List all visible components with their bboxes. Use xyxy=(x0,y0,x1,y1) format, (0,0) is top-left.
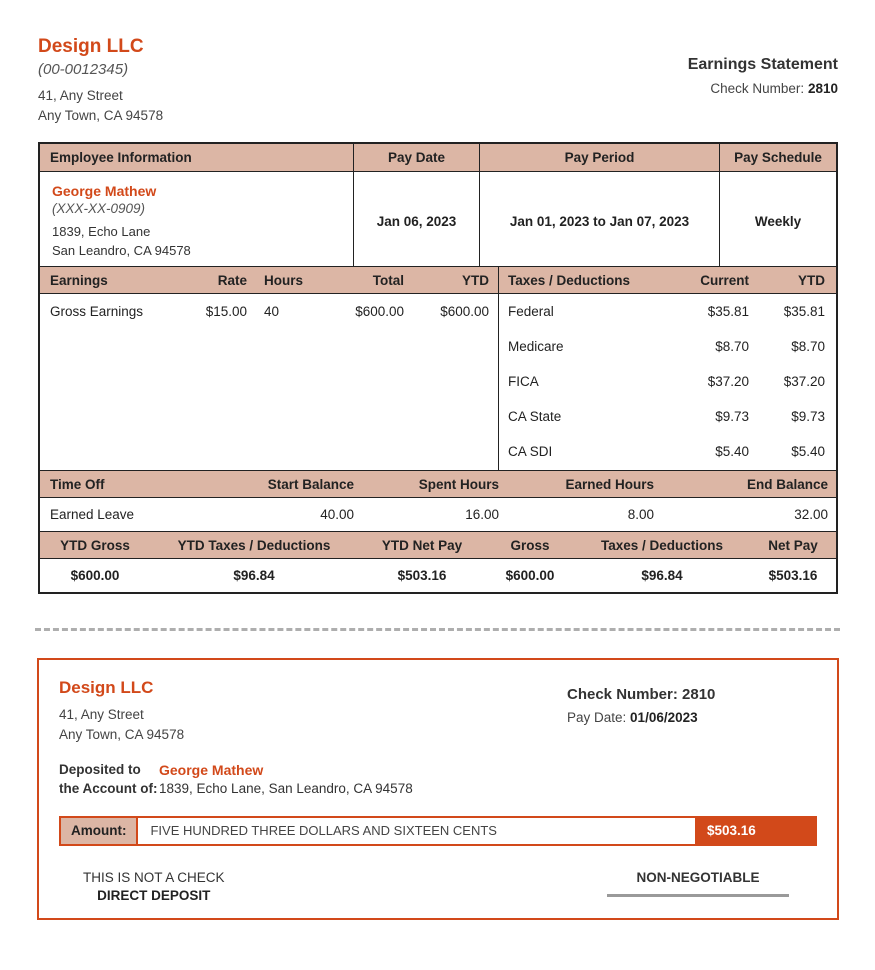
gross-value: $600.00 xyxy=(505,568,555,583)
tax-ytd: $5.40 xyxy=(791,444,825,459)
earned-hours-header: Earned Hours xyxy=(565,476,654,492)
payee-name: George Mathew xyxy=(159,761,264,778)
tax-current: $37.20 xyxy=(707,374,749,389)
earnings-header-row xyxy=(40,266,498,294)
ytd-netpay-header: YTD Net Pay xyxy=(381,537,463,553)
non-negotiable-label: NON-NEGOTIABLE xyxy=(607,870,789,897)
tax-row xyxy=(499,329,836,364)
employee-information-header: Employee Information xyxy=(40,144,354,171)
spent-hours-header: Spent Hours xyxy=(418,476,499,492)
tax-name: Federal xyxy=(508,304,554,319)
earnings-rate: $15.00 xyxy=(205,304,247,319)
employee-address-line1: 1839, Echo Lane xyxy=(52,224,151,239)
gross-header: Gross xyxy=(510,537,550,553)
tax-row xyxy=(499,294,836,329)
check-number-line xyxy=(688,81,838,96)
amount-label: Amount: xyxy=(61,818,138,844)
pay-schedule-value: Weekly xyxy=(754,214,802,230)
tax-ytd: $37.20 xyxy=(783,374,825,389)
company-address-line2: Any Town, CA 94578 xyxy=(38,108,164,124)
tax-row xyxy=(499,364,836,399)
check-company-block xyxy=(59,678,184,746)
taxes-current-header: Current xyxy=(700,272,749,288)
check-number-line xyxy=(567,686,817,703)
check-bottom-row xyxy=(59,870,817,903)
summary-values-row xyxy=(40,559,836,592)
check-pay-date-line xyxy=(567,710,817,725)
pay-period-header: Pay Period xyxy=(480,144,720,171)
taxes-body xyxy=(499,294,836,470)
tax-current: $9.73 xyxy=(715,409,749,424)
ytd-netpay-value: $503.16 xyxy=(397,568,447,583)
disclaimer-line2: DIRECT DEPOSIT xyxy=(97,887,211,903)
pay-date-label: Pay Date: xyxy=(567,710,627,725)
earnings-row xyxy=(40,294,498,329)
tax-current: $35.81 xyxy=(707,304,749,319)
check-top-row xyxy=(59,678,817,746)
hours-header: Hours xyxy=(264,272,304,288)
timeoff-start: 40.00 xyxy=(320,507,354,522)
tax-name: Medicare xyxy=(508,339,564,354)
summary-header-row xyxy=(40,531,836,559)
tax-name: FICA xyxy=(508,374,539,389)
timeoff-row xyxy=(40,498,836,531)
earnings-taxes-section xyxy=(40,266,836,470)
tax-current: $5.40 xyxy=(715,444,749,459)
employee-info-body-row xyxy=(40,172,836,266)
earnings-panel xyxy=(40,266,499,470)
deposited-label-line2: the Account of: xyxy=(59,780,158,796)
timeoff-header-row xyxy=(40,470,836,498)
start-balance-header: Start Balance xyxy=(267,476,354,492)
timeoff-spent: 16.00 xyxy=(465,507,499,522)
dashed-divider xyxy=(35,628,840,631)
tax-ytd: $35.81 xyxy=(783,304,825,319)
employee-name: George Mathew xyxy=(52,183,157,199)
employee-address-line2: San Leandro, CA 94578 xyxy=(52,242,191,258)
timeoff-end: 32.00 xyxy=(794,507,828,522)
check-company-address-line2: Any Town, CA 94578 xyxy=(59,727,185,743)
employee-info-cell xyxy=(40,172,354,272)
taxes-header-row xyxy=(499,266,836,294)
check-info-block xyxy=(567,678,817,746)
total-header: Total xyxy=(372,272,404,288)
tax-name: CA SDI xyxy=(508,444,553,459)
disclaimer-line1: THIS IS NOT A CHECK xyxy=(83,869,225,885)
earnings-body xyxy=(40,294,498,470)
rate-header: Rate xyxy=(217,272,247,288)
check-number-value: 2810 xyxy=(807,81,838,96)
employee-info-header-row xyxy=(40,144,836,172)
tax-current: $8.70 xyxy=(715,339,749,354)
taxes-ytd-header: YTD xyxy=(798,272,825,288)
tax-row xyxy=(499,399,836,434)
amount-value: $503.16 xyxy=(695,818,815,844)
earnings-total: $600.00 xyxy=(355,304,404,319)
company-address-line1: 41, Any Street xyxy=(38,88,123,103)
check-company-name: Design LLC xyxy=(59,678,154,697)
disclaimer-block xyxy=(83,870,225,903)
tax-ytd: $8.70 xyxy=(791,339,825,354)
tax-row xyxy=(499,434,836,469)
deposited-label-line1: Deposited to xyxy=(59,761,141,777)
check-voucher xyxy=(37,658,839,920)
taxes-value: $96.84 xyxy=(641,568,683,583)
pay-date-value: Jan 06, 2023 xyxy=(354,172,480,272)
company-block xyxy=(38,36,163,127)
earnings-header: Earnings xyxy=(50,272,108,288)
pay-period-value: Jan 01, 2023 to Jan 07, 2023 xyxy=(480,172,720,272)
amount-row xyxy=(59,816,817,846)
pay-date-header: Pay Date xyxy=(354,144,480,171)
amount-in-words: FIVE HUNDRED THREE DOLLARS AND SIXTEEN CENTS xyxy=(150,823,497,838)
ytd-taxes-value: $96.84 xyxy=(233,568,275,583)
timeoff-earned: 8.00 xyxy=(627,507,654,522)
statement-title: Earnings Statement xyxy=(687,56,838,73)
earnings-hours: 40 xyxy=(264,304,280,319)
tax-ytd: $9.73 xyxy=(791,409,825,424)
deposited-block xyxy=(59,762,817,796)
taxes-header: Taxes / Deductions xyxy=(600,537,724,553)
statement-header xyxy=(38,36,838,127)
check-number-value: 2810 xyxy=(682,686,716,703)
earnings-name: Gross Earnings xyxy=(50,304,144,319)
end-balance-header: End Balance xyxy=(746,476,828,492)
statement-title-block xyxy=(688,36,838,127)
paystub-table xyxy=(38,142,838,594)
check-number-label: Check Number: xyxy=(567,686,678,703)
timeoff-name: Earned Leave xyxy=(50,507,135,522)
ytd-gross-value: $600.00 xyxy=(70,568,120,583)
check-number-label: Check Number: xyxy=(710,81,805,96)
company-id: (00-0012345) xyxy=(38,61,129,78)
tax-name: CA State xyxy=(508,409,562,424)
timeoff-header: Time Off xyxy=(50,476,105,492)
pay-schedule-header: Pay Schedule xyxy=(734,150,822,165)
netpay-header: Net Pay xyxy=(768,537,818,553)
pay-date-value: 01/06/2023 xyxy=(630,710,698,725)
earnings-ytd: $600.00 xyxy=(440,304,489,319)
company-name: Design LLC xyxy=(38,36,144,57)
taxes-panel xyxy=(499,266,836,470)
check-company-address-line1: 41, Any Street xyxy=(59,707,144,722)
ytd-gross-header: YTD Gross xyxy=(60,537,130,553)
taxes-deductions-header: Taxes / Deductions xyxy=(508,272,631,288)
employee-ssn: (XXX-XX-0909) xyxy=(52,201,146,216)
earnings-ytd-header: YTD xyxy=(462,272,489,288)
ytd-taxes-header: YTD Taxes / Deductions xyxy=(177,537,331,553)
payee-address: 1839, Echo Lane, San Leandro, CA 94578 xyxy=(159,780,413,796)
netpay-value: $503.16 xyxy=(768,568,818,583)
